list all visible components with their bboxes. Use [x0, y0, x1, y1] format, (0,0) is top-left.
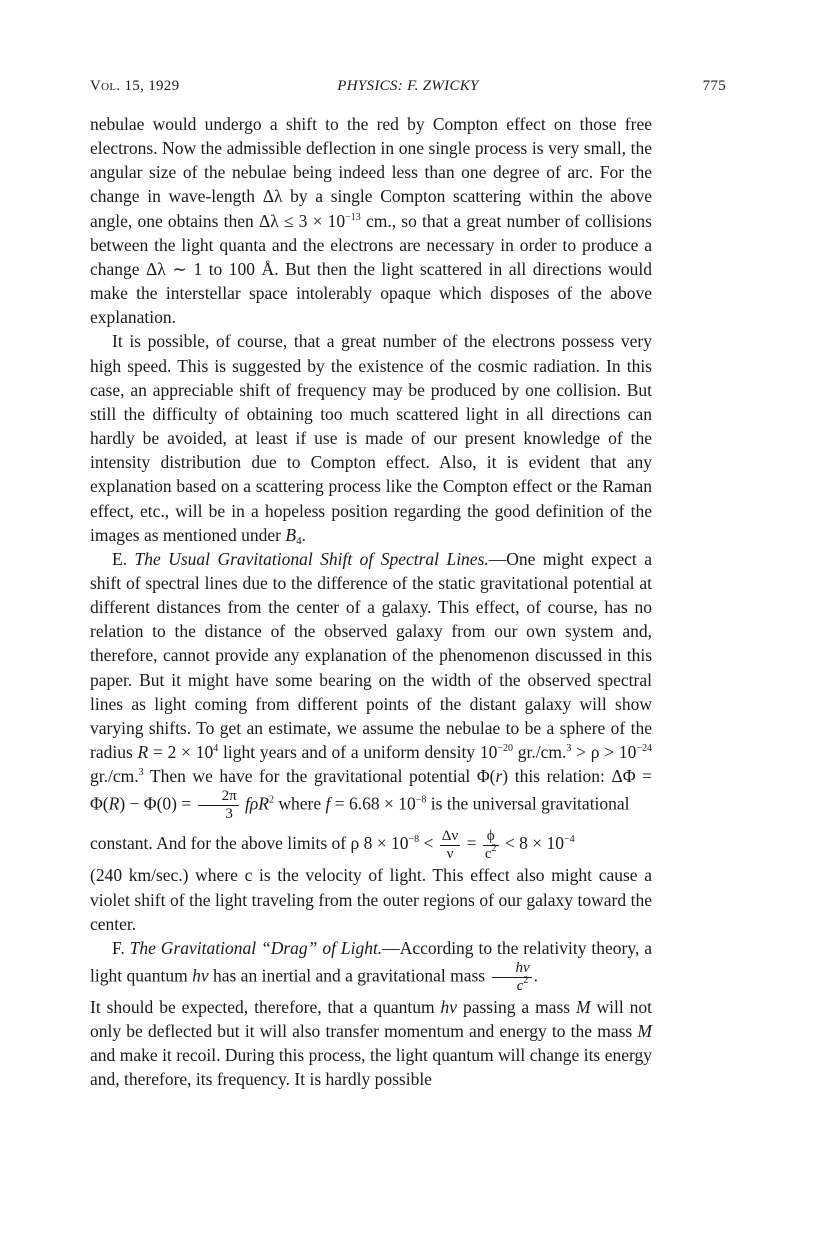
paragraph-light-recoil: It should be expected, therefore, that a quantum hν passing a mass M will not only be deflected but it will also transfer momentum and energy to the mass M and make it recoil. During this process, the light quantum will change its energy and, therefore, its frequency. It is hardly possible	[90, 997, 652, 1090]
page-number: 775	[702, 78, 726, 94]
paragraph-violet-shift: (240 km/sec.) where c is the velocity of light. This effect also might cause a violet shift of the light traveling from the outer regions of our galaxy toward the center.	[90, 865, 652, 934]
section-title: The Gravitational “Drag” of Light.	[129, 937, 383, 958]
equation-fraction: $\frac{h\nu}{c^2}$	[492, 960, 532, 995]
section-f-gravitational-drag: F. The Gravitational “Drag” of Light.—According to the relativity theory, a light quantum hν has an inertial and a gravitational mass $\frac{h\nu}{c^2}$ .	[90, 937, 652, 994]
section-e-gravitational-shift: E. The Usual Gravitational Shift of Spectral Lines.—One might expect a shift of spectral lines due to the difference of the static gravitational potential at different distances from the center of a galaxy. This effect, of course, has no relation to the distance of the observed galaxy from our own system and, therefore, cannot provide any explanation of the phenomenon discussed in this paper. But it might have some bearing on the width of the observed spectral lines as light coming from different points of the distant galaxy will show varying shifts. To get an estimate, we assume the nebulae to be a sphere of the radius $R = 2 \times 10^4$ light years and of a uniform density $10^{-20}$ $gr./cm.^3 > \rho > 10^{-24}$ gr./cm.$^3$ Then we have for the gravitational potential Φ(r) this relation: ΔΦ = Φ(R) − Φ(0) = $\frac{2\pi}{3}$ fρR$^2$ where $f = 6.68 \times 10^{-8}$ is the universal gravitational	[90, 548, 652, 823]
paragraph-high-speed-electrons: It is possible, of course, that a great number of the electrons possess very high speed. This is suggested by the existence of the cosmic radiation. In this case, an appreciable shift of frequency may be produced by one collision. But still the difficulty of obtaining too much scattered light in all directions can hardly be avoided, at least if use is made of our present knowledge of the intensity distribution due to Compton effect. Also, it is evident that any explanation based on a scattering process like the Compton effect or the Raman effect, etc., will be in a hopeless position regarding the good definition of the images as mentioned under $B_4$.	[90, 331, 652, 547]
equation-fraction: $\frac{\phi}{c^2}$	[484, 827, 497, 862]
equation-line: constant. And for the above limits of ρ $8 \times 10^{-8}$ < $\frac{\Delta\nu}{\nu}$ = $\frac{\phi}{c^2}$ < $8 \times 10^{-4}$	[90, 827, 575, 862]
section-label: E.	[112, 548, 128, 569]
paragraph-compton-opacity: nebulae would undergo a shift to the red by Compton effect on those free electrons. Now the admissible deflection in one single process is very small, the angular size of the nebulae being indeed less than one degree of arc. For the change in wave-length Δλ by a single Compton scattering within the above angle, one obtains then $\Delta\lambda \le 3 \times 10^{-13}$ cm., so that a great number of collisions between the light quanta and the electrons are necessary in order to produce a change Δλ ∼ 1 to 100 Å. But then the light scattered in all directions would make the interstellar space intolerably opaque which disposes of the above explanation.	[90, 114, 652, 328]
body-text	[90, 112, 652, 1092]
running-title: PHYSICS: F. ZWICKY	[337, 78, 479, 94]
equation-fraction: $\frac{\Delta\nu}{\nu}$	[441, 827, 459, 862]
section-title: The Usual Gravitational Shift of Spectral Lines.	[134, 548, 489, 569]
equation-fraction: $\frac{2\pi}{3}$	[198, 788, 239, 823]
section-label: F.	[112, 937, 125, 958]
volume-label: Vol. 15, 1929	[90, 78, 180, 94]
